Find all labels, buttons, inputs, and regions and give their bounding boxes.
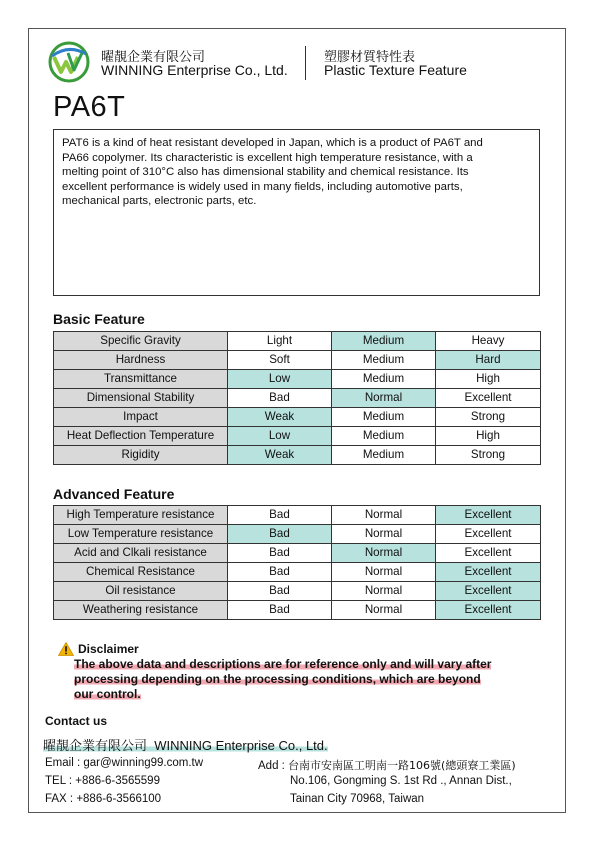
feature-value: High <box>436 370 541 389</box>
description-line: melting point of 310°C also has dimensional stability and chemical resistance. Its <box>62 166 469 179</box>
feature-value-selected: Normal <box>332 544 436 563</box>
contact-address-zh: 台南市安南區工明南一路106號(總頭寮工業區) <box>288 759 516 772</box>
disclaimer-text <box>74 657 514 702</box>
disclaimer-line: processing depending on the processing conditions, which are beyond <box>74 672 481 686</box>
basic-feature-title: Basic Feature <box>53 311 145 327</box>
feature-label: Transmittance <box>54 370 228 389</box>
feature-label: Rigidity <box>54 446 228 465</box>
winning-logo <box>46 40 92 84</box>
feature-label: Heat Deflection Temperature <box>54 427 228 446</box>
contact-address-zh-line <box>258 757 516 773</box>
feature-label: Hardness <box>54 351 228 370</box>
feature-label: Chemical Resistance <box>54 563 228 582</box>
feature-value: Bad <box>228 506 332 525</box>
feature-label: Specific Gravity <box>54 332 228 351</box>
disclaimer-title: Disclaimer <box>78 642 139 656</box>
contact-address-label: Add : <box>258 760 285 772</box>
feature-value-selected: Low <box>228 427 332 446</box>
feature-value: Bad <box>228 582 332 601</box>
table-row <box>54 408 541 427</box>
feature-value: Excellent <box>436 525 541 544</box>
description-line: PA66 copolymer. Its characteristic is excellent high temperature resistance, with a <box>62 151 473 164</box>
feature-value: Bad <box>228 544 332 563</box>
feature-value: Light <box>228 332 332 351</box>
feature-value: Normal <box>332 506 436 525</box>
feature-value-selected: Weak <box>228 446 332 465</box>
contact-company-zh: 曜靚企業有限公司 <box>43 739 148 754</box>
table-row <box>54 389 541 408</box>
feature-value: Excellent <box>436 544 541 563</box>
feature-value: Medium <box>332 427 436 446</box>
feature-label: Oil resistance <box>54 582 228 601</box>
feature-value: Strong <box>436 446 541 465</box>
description-line: PAT6 is a kind of heat resistant developed in Japan, which is a product of PA6T and <box>62 137 483 149</box>
feature-value: Medium <box>332 370 436 389</box>
disclaimer-line: our control. <box>74 687 141 701</box>
feature-value: Soft <box>228 351 332 370</box>
contact-address-en-1: No.106, Gongming S. 1st Rd ., Annan Dist., <box>290 775 512 787</box>
description-line: mechanical parts, electronic parts, etc. <box>62 195 257 208</box>
feature-value: Excellent <box>436 389 541 408</box>
table-row <box>54 351 541 370</box>
feature-value: Normal <box>332 525 436 544</box>
feature-value: Heavy <box>436 332 541 351</box>
table-row <box>54 506 541 525</box>
feature-label: Acid and Clkali resistance <box>54 544 228 563</box>
warning-triangle-icon <box>58 642 74 656</box>
contact-tel: TEL : +886-6-3565599 <box>45 775 160 787</box>
table-row <box>54 582 541 601</box>
feature-value-selected: Excellent <box>436 506 541 525</box>
table-row <box>54 332 541 351</box>
contact-company <box>43 735 328 754</box>
company-name-en: WINNING Enterprise Co., Ltd. <box>101 62 288 78</box>
basic-feature-table <box>53 331 541 465</box>
feature-value: Strong <box>436 408 541 427</box>
table-row <box>54 544 541 563</box>
table-row <box>54 601 541 620</box>
contact-company-en: WINNING Enterprise Co., Ltd. <box>154 738 328 753</box>
feature-value: Bad <box>228 563 332 582</box>
table-row <box>54 563 541 582</box>
feature-value-selected: Normal <box>332 389 436 408</box>
contact-fax: FAX : +886-6-3566100 <box>45 793 162 805</box>
contact-email[interactable]: Email : gar@winning99.com.tw <box>45 757 204 769</box>
feature-value-selected: Medium <box>332 332 436 351</box>
feature-value-selected: Hard <box>436 351 541 370</box>
advanced-feature-title: Advanced Feature <box>53 486 175 502</box>
feature-value: Normal <box>332 582 436 601</box>
feature-label: Impact <box>54 408 228 427</box>
feature-value-selected: Excellent <box>436 563 541 582</box>
company-name-zh: 曜靚企業有限公司 <box>101 50 206 65</box>
document-title-zh: 塑膠材質特性表 <box>324 50 416 65</box>
feature-value: Medium <box>332 408 436 427</box>
feature-value-selected: Excellent <box>436 582 541 601</box>
feature-label: Low Temperature resistance <box>54 525 228 544</box>
feature-value: Bad <box>228 389 332 408</box>
feature-value-selected: Bad <box>228 525 332 544</box>
feature-value: Bad <box>228 601 332 620</box>
table-row <box>54 446 541 465</box>
description-line: excellent performance is widely used in many fields, including automotive parts, <box>62 180 463 193</box>
advanced-feature-table <box>53 505 541 620</box>
document-title-en: Plastic Texture Feature <box>324 62 467 78</box>
feature-value: Medium <box>332 351 436 370</box>
table-row <box>54 370 541 389</box>
feature-label: Dimensional Stability <box>54 389 228 408</box>
feature-value: Normal <box>332 563 436 582</box>
material-title: PA6T <box>53 91 126 123</box>
feature-value: Medium <box>332 446 436 465</box>
description-box <box>53 129 540 296</box>
feature-value: High <box>436 427 541 446</box>
feature-value-selected: Weak <box>228 408 332 427</box>
disclaimer-line: The above data and descriptions are for reference only and will vary after <box>74 657 492 671</box>
feature-value: Normal <box>332 601 436 620</box>
feature-value-selected: Low <box>228 370 332 389</box>
feature-value-selected: Excellent <box>436 601 541 620</box>
table-row <box>54 525 541 544</box>
header-divider <box>305 46 306 80</box>
contact-title: Contact us <box>45 714 108 728</box>
table-row <box>54 427 541 446</box>
feature-label: High Temperature resistance <box>54 506 228 525</box>
contact-address-en-2: Tainan City 70968, Taiwan <box>290 793 425 805</box>
feature-label: Weathering resistance <box>54 601 228 620</box>
